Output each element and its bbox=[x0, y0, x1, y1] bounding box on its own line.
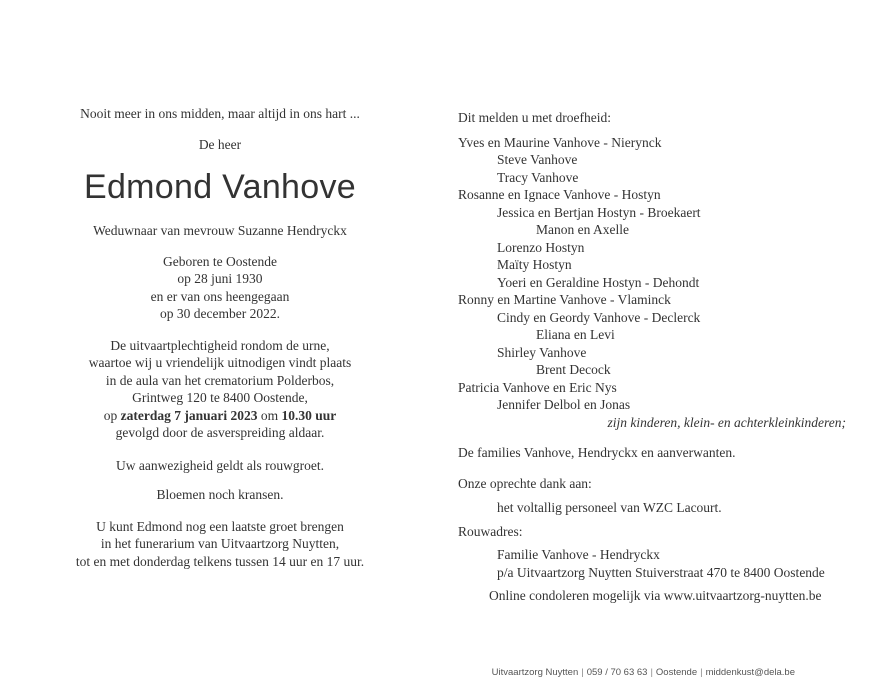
footer-phone: 059 / 70 63 63 bbox=[586, 667, 648, 678]
family-member: Steve Vanhove bbox=[497, 152, 578, 167]
date-prefix: op bbox=[103, 407, 121, 423]
farewell-line: in het funerarium van Uitvaartzorg Nuytten, bbox=[100, 536, 340, 551]
family-member: Tracy Vanhove bbox=[497, 169, 579, 185]
ceremony-line: De uitvaartplechtigheid rondom de urne, bbox=[110, 337, 330, 353]
footer-separator: | bbox=[700, 667, 703, 678]
presence-line: Uw aanwezigheid geldt als rouwgroet. bbox=[115, 457, 325, 473]
footer-city: Oostende bbox=[655, 667, 698, 678]
ceremony-date-line bbox=[60, 407, 380, 425]
family-member: Rosanne en Ignace Vanhove - Hostyn bbox=[458, 187, 661, 202]
flowers-line: Bloemen noch kransen. bbox=[156, 487, 284, 502]
family-member: Lorenzo Hostyn bbox=[497, 239, 585, 255]
ceremony-line: in de aula van het crematorium Polderbos, bbox=[105, 372, 335, 388]
family-member: Brent Decock bbox=[536, 362, 611, 377]
ceremony-after: gevolgd door de asverspreiding aldaar. bbox=[115, 425, 325, 440]
ceremony-block bbox=[60, 337, 380, 442]
birth-death-block bbox=[60, 253, 380, 323]
thanks-intro: Onze oprechte dank aan: bbox=[458, 475, 592, 491]
passed-date: op 30 december 2022. bbox=[160, 306, 280, 321]
family-member: Cindy en Geordy Vanhove - Declerck bbox=[497, 309, 701, 325]
thanks-line: het voltallig personeel van WZC Lacourt. bbox=[497, 500, 722, 515]
family-member: Maïty Hostyn bbox=[497, 257, 572, 272]
footer bbox=[440, 667, 795, 678]
footer-email: middenkust@dela.be bbox=[705, 667, 795, 678]
family-member: Jessica en Bertjan Hostyn - Broekaert bbox=[497, 204, 701, 220]
family-list bbox=[458, 134, 858, 414]
born-date: op 28 juni 1930 bbox=[177, 271, 263, 286]
title: De heer bbox=[198, 136, 242, 152]
address-label: Rouwadres: bbox=[458, 523, 523, 539]
family-member: Manon en Axelle bbox=[536, 222, 629, 237]
family-member: Yoeri en Geraldine Hostyn - Dehondt bbox=[497, 274, 700, 290]
footer-separator: | bbox=[650, 667, 653, 678]
family-member: Ronny en Martine Vanhove - Vlaminck bbox=[458, 292, 671, 307]
families-line: De families Vanhove, Hendryckx en aanverwanten. bbox=[458, 445, 736, 460]
grandchildren-line: zijn kinderen, klein- en achterkleinkinderen; bbox=[607, 414, 846, 430]
address-line: p/a Uitvaartzorg Nuytten Stuiverstraat 470 te 8400 Oostende bbox=[497, 564, 825, 580]
footer-company: Uitvaartzorg Nuytten bbox=[491, 667, 579, 678]
family-member: Shirley Vanhove bbox=[497, 344, 587, 360]
ceremony-date: zaterdag 7 januari 2023 bbox=[120, 407, 258, 423]
online-condolence: Online condoleren mogelijk via www.uitvaartzorg-nuytten.be bbox=[489, 588, 822, 603]
widower-line: Weduwnaar van mevrouw Suzanne Hendryckx bbox=[93, 223, 347, 238]
footer-separator: | bbox=[581, 667, 584, 678]
family-member: Eliana en Levi bbox=[536, 327, 615, 342]
farewell-block bbox=[60, 518, 380, 571]
born-line: Geboren te Oostende bbox=[163, 253, 277, 269]
farewell-line: tot en met donderdag telkens tussen 14 uur en 17 uur. bbox=[75, 553, 365, 569]
passed-line: en er van ons heengegaan bbox=[150, 288, 290, 304]
ceremony-time: 10.30 uur bbox=[281, 407, 337, 423]
motto: Nooit meer in ons midden, maar altijd in ons hart ... bbox=[80, 106, 360, 121]
family-member: Patricia Vanhove en Eric Nys bbox=[458, 379, 617, 395]
intro-line: Dit melden u met droefheid: bbox=[458, 110, 611, 125]
family-member: Yves en Maurine Vanhove - Nierynck bbox=[458, 134, 662, 150]
right-column bbox=[458, 109, 858, 605]
deceased-name: Edmond Vanhove bbox=[84, 168, 356, 206]
family-member: Jennifer Delbol en Jonas bbox=[497, 397, 631, 412]
address-line: Familie Vanhove - Hendryckx bbox=[497, 547, 660, 562]
farewell-line: U kunt Edmond nog een laatste groet brengen bbox=[96, 518, 344, 534]
ceremony-line: waartoe wij u vriendelijk uitnodigen vindt plaats bbox=[88, 355, 352, 370]
date-mid: om bbox=[257, 407, 282, 423]
ceremony-line: Grintweg 120 te 8400 Oostende, bbox=[132, 390, 308, 405]
left-column bbox=[60, 105, 380, 570]
